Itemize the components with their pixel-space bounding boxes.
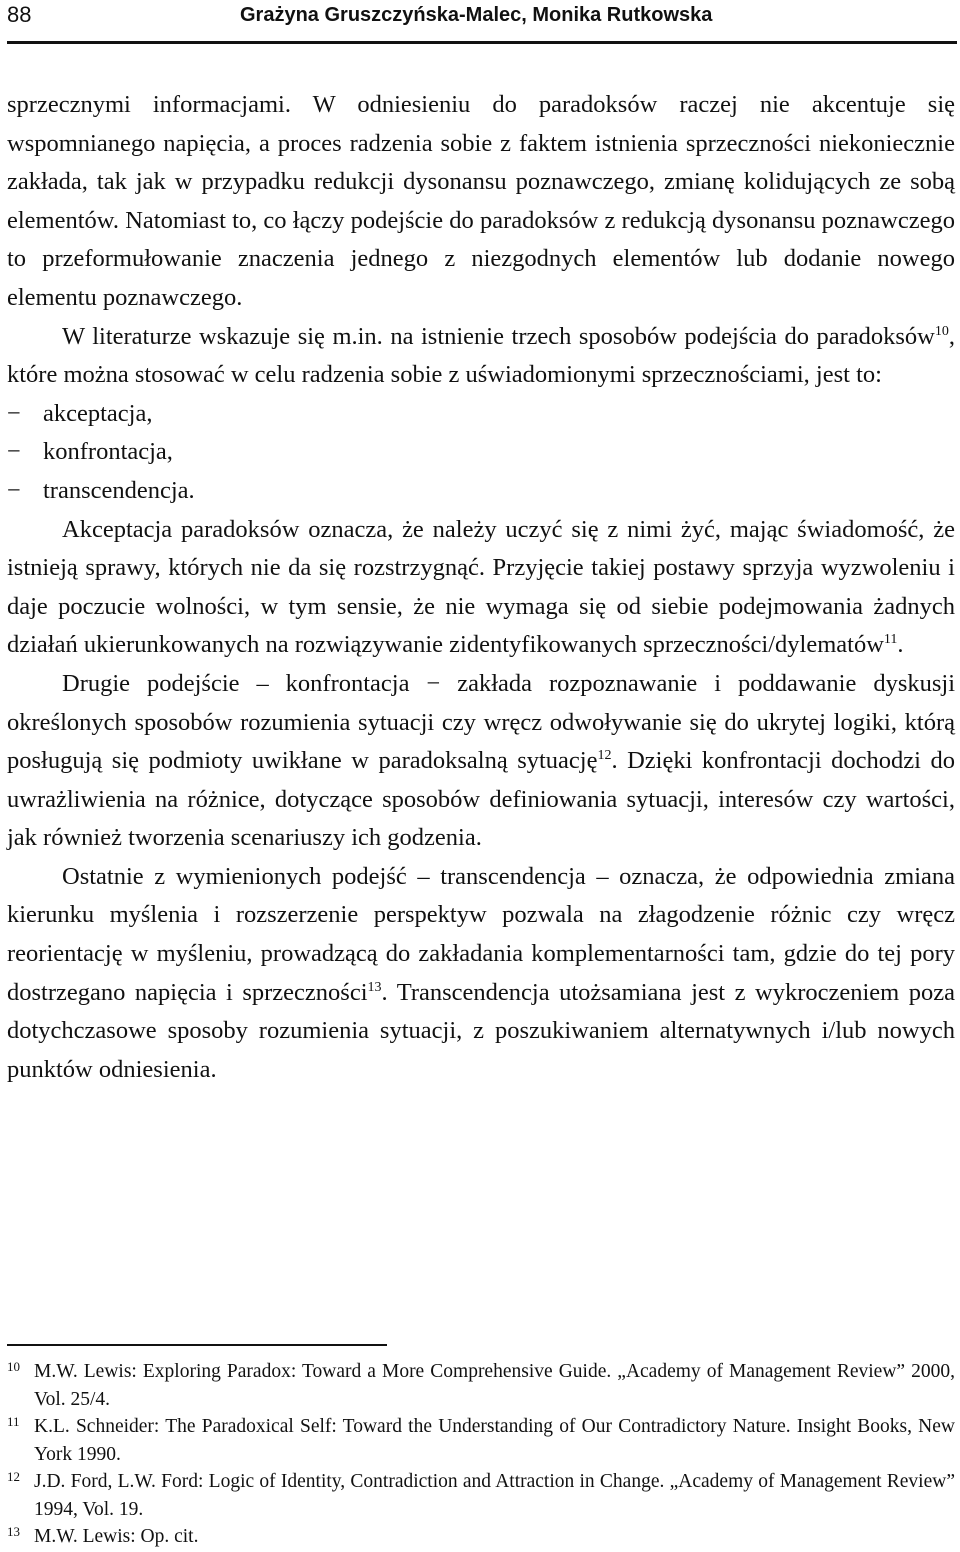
list-item-label: transcendencja. [43,476,195,504]
paragraph-3-text-cont: . [897,631,904,659]
page-number: 88 [7,2,32,27]
footnote-ref-12[interactable]: 12 [597,747,612,763]
paragraph-5-text-cont: . Transcendencja utożsamiana jest z wykroczeniem poza dotychczasowe sposoby rozumienia sytuacji, z poszukiwaniem alternatywnych i/lub nowych punktów odniesienia. [7,978,955,1083]
paragraph-2 [7,318,955,395]
footnote-separator [7,1344,387,1346]
paragraph-3 [7,511,955,665]
paragraph-1: sprzecznymi informacjami. W odniesieniu do paradoksów raczej nie akcentuje się wspomnianego napięcia, a proces radzenia sobie z faktem istnienia sprzeczności niekoniecznie zakłada, tak jak w przypadku redukcji dysonansu poznawczego, zmianę kolidujących ze sobą elementów. Natomiast to, co łączy podejście do paradoksów z redukcją dysonansu poznawczego to przeformułowanie znaczenia jednego z niezgodnych elementów lub dodanie nowego elementu poznawczego. [7,91,955,311]
dash-bullet: − [7,476,21,504]
footnote [7,1468,955,1523]
footnote-text: J.D. Ford, L.W. Ford: Logic of Identity, Contradiction and Attraction in Change. „Academy of Management Review” 1994, Vol. 19. [34,1471,955,1520]
paragraph-5-text: Ostatnie z wymienionych podejść – transcendencja – oznacza, że odpowiednia zmiana kierunku myślenia i rozszerzenie perspektyw pozwala na złagodzenie różnic czy wręcz reorientację w myśleniu, prowadzącą do zakładania komplementarności tam, gdzie do tej pory dostrzegano napięcia i sprzeczności [7,862,955,1006]
footnote-number: 12 [7,1469,20,1484]
list-item [7,472,955,511]
paragraph-2-text-cont: , które można stosować w celu radzenia sobie z uświadomionymi sprzecznościami, jest to: [7,322,955,389]
footnote-ref-11[interactable]: 11 [883,632,898,648]
footnote [7,1413,955,1468]
footnote [7,1523,955,1551]
footnote-number: 11 [7,1414,20,1429]
header-rule [7,41,957,44]
footnote-text: M.W. Lewis: Exploring Paradox: Toward a More Comprehensive Guide. „Academy of Management Review” 2000, Vol. 25/4. [34,1361,955,1410]
running-head-authors: Grażyna Gruszczyńska-Malec, Monika Rutkowska [240,4,713,26]
page-header [0,0,960,44]
paragraph-3-text: Akceptacja paradoksów oznacza, że należy uczyć się z nimi żyć, mając świadomość, że istnieją sprawy, których nie da się rozstrzygnąć. Przyjęcie takiej postawy sprzyja wyzwoleniu i daje poczucie wolności, w tym sensie, że nie wymaga się od siebie podejmowania żadnych działań ukierunkowanych na rozwiązywanie zidentyfikowanych sprzeczności/dylematów [7,515,955,659]
footnote [7,1358,955,1413]
paragraph-4-text: Drugie podejście – konfrontacja − zakłada rozpoznawanie i poddawanie dyskusji określonych sposobów rozumienia sytuacji czy wręcz odwoływanie się do ukrytej logiki, którą posługują się podmioty uwikłane w paradoksalną sytuację [7,669,955,775]
footnote-number: 10 [7,1359,20,1374]
dash-bullet: − [7,399,21,427]
list-item [7,395,955,434]
paragraph-4-text-cont: . Dzięki konfrontacji dochodzi do uwrażliwienia na różnice, dotyczące sposobów definiowania sytuacji, interesów czy wartości, jak również tworzenia scenariuszy ich godzenia. [7,747,955,852]
paragraph-4 [7,665,955,858]
list-item [7,433,955,472]
footnote-text: M.W. Lewis: Op. cit. [34,1526,199,1547]
list-item-label: akceptacja, [43,399,153,427]
dash-bullet: − [7,438,21,466]
paragraph-2-text: W literaturze wskazuje się m.in. na istnienie trzech sposobów podejścia do paradoksów [62,322,935,350]
body-text [7,86,955,1089]
paragraph-5 [7,858,955,1090]
list-item-label: konfrontacja, [43,438,173,466]
footnote-ref-10[interactable]: 10 [934,323,949,339]
footnote-number: 13 [7,1524,20,1539]
approaches-list [7,395,955,511]
footnote-text: K.L. Schneider: The Paradoxical Self: Toward the Understanding of Our Contradictory Nature. Insight Books, New York 1990. [34,1416,955,1465]
footnotes [7,1358,955,1551]
footnote-ref-13[interactable]: 13 [367,979,382,995]
